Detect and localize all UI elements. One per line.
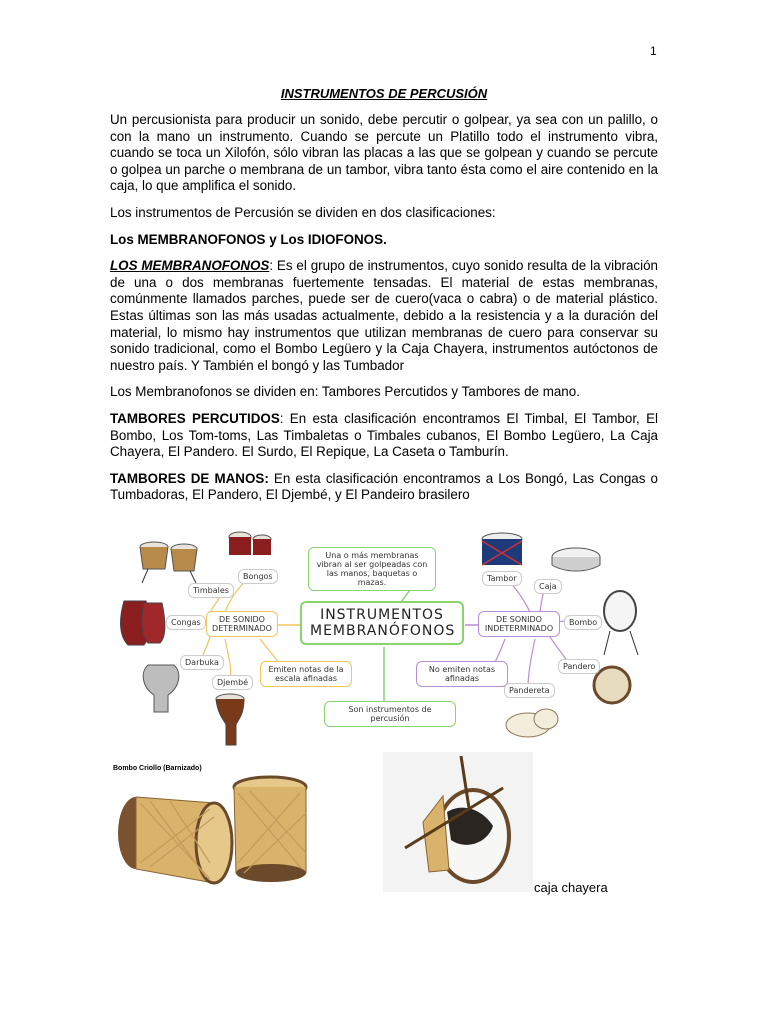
membranofonos-text: : Es el grupo de instrumentos, cuyo sonido resulta de la vibración de una o dos membranas fuertemente tensadas. El material de estas membranas, comúnmente llamados parches, puede ser de cuero(vaca o cabra) o de material plástico. Estas últimas son las más usadas actualmente, debido a la resistencia y a la duración del material, lo mismo hay instrumentos que utilizan membranas de cuero para conservar su sonido tradicional, como el Bombo Legüero y la Caja Chayera, instrumentos autóctonos de nuestro país. Y También el bongó y las Tumbador — [110, 258, 658, 373]
mindmap-left-note: Emiten notas de la escala afinadas — [260, 661, 352, 687]
mindmap-item-tambor: Tambor — [482, 571, 522, 586]
mindmap-item-bongos: Bongos — [238, 569, 278, 584]
percutidos-term: TAMBORES PERCUTIDOS — [110, 410, 280, 426]
mindmap-bottom-note: Son instrumentos de percusión — [324, 701, 456, 727]
congas-drawing — [121, 601, 165, 645]
mindmap-item-pandero: Pandero — [558, 659, 600, 674]
mindmap-item-timbales: Timbales — [188, 583, 234, 598]
manos-text: En esta clasificación encontramos a Los Bongó, Las Congas o Tumbadoras, El Pandero, El Djembé, y El Pandeiro brasilero — [110, 470, 658, 503]
mindmap-center-node: INSTRUMENTOS MEMBRANÓFONOS — [300, 601, 464, 645]
mindmap-right-branch: DE SONIDO INDETERMINADO — [478, 611, 560, 637]
darbuka-drawing — [143, 665, 179, 712]
bombo-criollo-standing — [234, 777, 306, 882]
pandereta-drawing — [506, 709, 558, 737]
document-title: INSTRUMENTOS DE PERCUSIÓN — [280, 86, 488, 101]
manos-term: TAMBORES DE MANOS: — [110, 470, 269, 486]
bombo-criollo-label: Bombo Criollo (Barnizado) — [113, 765, 202, 772]
pandero-drawing — [594, 667, 630, 703]
mindmap-right-note: No emiten notas afinadas — [416, 661, 508, 687]
bongos-drawing — [229, 532, 271, 555]
intro-paragraph: Un percusionista para producir un sonido, debe percutir o golpear, ya sea con un palillo, o con la mano un instrumento. Cuando se percute un Platillo todo el instrumento vibra, cuando se toca un Xilofón, sólo vibran las placas a las que se golpean y cuando se percute o golpea un parche o membrana de un tambor, vibra tanto ésta como el aire contenido en la caja, lo que amplifica el sonido. — [110, 112, 658, 194]
division-paragraph: Los Membranofonos se dividen en: Tambores Percutidos y Tambores de mano. — [110, 384, 580, 400]
percutidos-paragraph — [110, 411, 658, 461]
caja-chayera-photo — [383, 752, 533, 892]
timbales-drawing — [140, 542, 197, 583]
mindmap-item-djembe: Djembé — [212, 675, 253, 690]
page-number: 1 — [650, 44, 657, 58]
mindmap-item-caja: Caja — [534, 579, 562, 594]
bombo-drawing — [604, 591, 638, 655]
percutidos-text: : En esta clasificación encontramos El Timbal, El Tambor, El Bombo, Los Tom-toms, Las Timbaletas o Timbales cubanos, El Bombo Legüero, La Caja Chayera, El Pandero. El Surdo, El Repique, La Caseta o Tamburín. — [110, 410, 658, 460]
mindmap-item-pandereta: Pandereta — [504, 683, 555, 698]
document-body — [110, 112, 658, 504]
classification-intro: Los instrumentos de Percusión se dividen en dos clasificaciones: — [110, 204, 496, 220]
mindmap-item-bombo: Bombo — [564, 615, 602, 630]
tambor-drawing — [482, 533, 522, 565]
caja-drawing — [552, 548, 600, 571]
membranofonos-mindmap — [110, 527, 658, 749]
manos-paragraph — [110, 471, 658, 504]
mindmap-left-branch: DE SONIDO DETERMINADO — [206, 611, 278, 637]
membranofonos-paragraph — [110, 258, 658, 374]
mindmap-item-darbuka: Darbuka — [180, 655, 224, 670]
bombo-criollo-photo — [110, 773, 320, 891]
classification-heading: Los MEMBRANOFONOS y Los IDIOFONOS. — [110, 231, 387, 247]
mindmap-top-note: Una o más membranas vibran al ser golpeadas con las manos, baquetas o mazas. — [308, 547, 436, 591]
djembe-drawing — [216, 694, 244, 745]
caja-chayera-caption: caja chayera — [534, 880, 608, 895]
bombo-criollo-lying — [118, 797, 232, 883]
membranofonos-term: LOS MEMBRANOFONOS — [110, 258, 270, 274]
mindmap-item-congas: Congas — [166, 615, 206, 630]
